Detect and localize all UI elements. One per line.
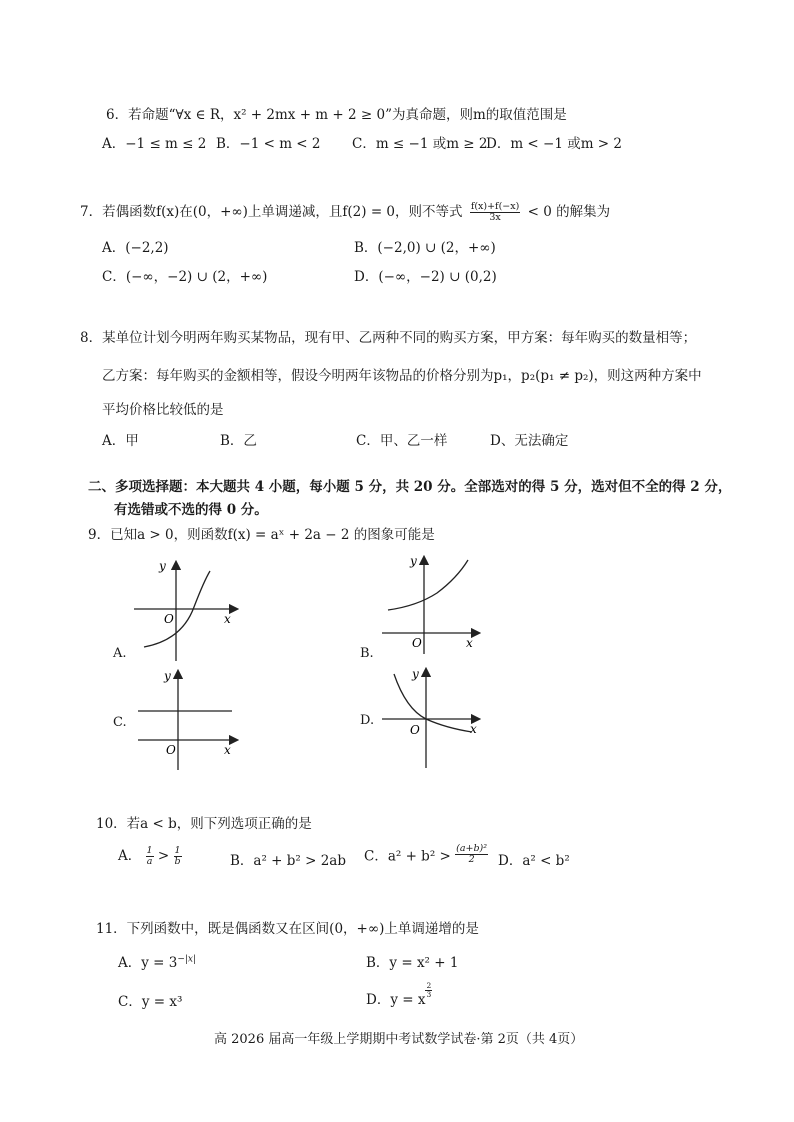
q10-frac3-den: 2 bbox=[468, 854, 475, 865]
q8-line1: 8．某单位计划今明两年购买某物品，现有甲、乙两种不同的购买方案，甲方案：每年购买的数量相等； bbox=[80, 330, 697, 346]
q6-option-d: D．m < −1 或m > 2 bbox=[486, 136, 622, 152]
graph-d-curve bbox=[394, 674, 472, 732]
q7-option-d: D．(−∞，−2) ∪ (0,2) bbox=[354, 269, 497, 285]
q9-graph-d bbox=[376, 664, 486, 774]
q7-option-b: B．(−2,0) ∪ (2，+∞) bbox=[354, 240, 496, 256]
q9-graph-c bbox=[130, 666, 250, 776]
q10-option-a-frac2 bbox=[174, 846, 182, 867]
q8-option-c: C．甲、乙一样 bbox=[356, 433, 448, 449]
graph-c-x-label: x bbox=[224, 743, 231, 757]
q6-option-c: C．m ≤ −1 或m ≥ 2 bbox=[352, 136, 488, 152]
section2-heading-line1: 二、多项选择题：本大题共 4 小题，每小题 5 分，共 20 分。全部选对的得 5 分，选对但不全的得 2 分， bbox=[88, 479, 732, 495]
q7-option-a: A．(−2,2) bbox=[102, 240, 169, 256]
q10-option-d: D．a² < b² bbox=[498, 853, 570, 869]
graph-b-curve bbox=[388, 560, 468, 610]
q10-option-c-frac bbox=[455, 844, 488, 865]
q11-option-d-exponent bbox=[425, 982, 432, 999]
q11-option-d-base: D．y = x bbox=[366, 992, 426, 1008]
q10-frac3-num: (a+b)² bbox=[456, 843, 488, 854]
q9-option-a-label: A. bbox=[113, 646, 127, 661]
graph-c-origin: O bbox=[166, 743, 176, 757]
q6-option-b: B．−1 < m < 2 bbox=[216, 136, 321, 152]
q11-option-d bbox=[366, 981, 432, 1008]
q8-option-a: A．甲 bbox=[102, 433, 139, 449]
q10-option-a-gt: > bbox=[157, 848, 170, 864]
graph-a-x-label: x bbox=[224, 612, 231, 626]
q10-frac2-num: 1 bbox=[174, 845, 181, 856]
q9-graph-b bbox=[372, 550, 492, 660]
q9-stem: 9．已知a > 0，则函数f(x) = aˣ + 2a − 2 的图象可能是 bbox=[88, 527, 435, 543]
section2-heading-line2: 有选错或不选的得 0 分。 bbox=[114, 502, 268, 518]
graph-b-y-label: y bbox=[410, 554, 417, 568]
q11-option-c: C．y = x³ bbox=[118, 994, 183, 1010]
q9-option-d-label: D. bbox=[360, 713, 375, 728]
q11-option-a-base: A．y = 3 bbox=[118, 955, 178, 971]
q10-option-c-prefix: C．a² + b² > bbox=[364, 848, 451, 865]
graph-a-y-label: y bbox=[159, 559, 166, 573]
page-footer: 高 2026 届高一年级上学期期中考试数学试卷·第 2页（共 4页） bbox=[214, 1032, 584, 1047]
q8-option-b: B．乙 bbox=[220, 433, 257, 449]
q7-option-c: C．(−∞，−2) ∪ (2，+∞) bbox=[102, 269, 268, 285]
q10-option-a-frac1 bbox=[146, 846, 154, 867]
q7-fraction-numerator: f(x)+f(−x) bbox=[470, 201, 520, 212]
q11-option-a-exponent: −|x| bbox=[177, 954, 197, 965]
graph-a-origin: O bbox=[164, 612, 174, 626]
q11-option-b: B．y = x² + 1 bbox=[366, 955, 459, 971]
q11-option-a bbox=[118, 951, 196, 971]
q7-fraction-denominator: 3x bbox=[489, 212, 501, 223]
q10-frac1-num: 1 bbox=[146, 845, 153, 856]
q8-line2: 乙方案：每年购买的金额相等，假设今明两年该物品的价格分别为p₁，p₂(p₁ ≠ p₂)，则这两种方案中 bbox=[102, 368, 702, 384]
q7-stem-text: 7．若偶函数f(x)在(0，+∞)上单调递减，且f(2) = 0，则不等式 bbox=[80, 204, 463, 220]
q6-option-a: A．−1 ≤ m ≤ 2 bbox=[102, 136, 207, 152]
q10-stem: 10．若a < b，则下列选项正确的是 bbox=[96, 816, 312, 832]
q7-fraction bbox=[470, 202, 521, 223]
q10-option-a-prefix: A． bbox=[118, 848, 142, 864]
q6-stem: 6．若命题“∀x ∈ R，x² + 2mx + m + 2 ≥ 0”为真命题，则m的取值范围是 bbox=[106, 107, 567, 123]
graph-b-origin: O bbox=[412, 636, 422, 650]
q9-option-c-label: C. bbox=[113, 715, 127, 730]
graph-b-x-label: x bbox=[466, 636, 473, 650]
q10-option-a bbox=[118, 844, 182, 867]
graph-d-x-label: x bbox=[470, 722, 477, 736]
graph-d-origin: O bbox=[410, 723, 420, 737]
graph-d-y-label: y bbox=[412, 667, 419, 681]
q10-frac2-den: b bbox=[174, 856, 181, 867]
q10-option-b: B．a² + b² > 2ab bbox=[230, 853, 347, 869]
q8-line3: 平均价格比较低的是 bbox=[102, 402, 224, 418]
q8-option-d: D、无法确定 bbox=[490, 433, 569, 449]
q9-option-b-label: B. bbox=[360, 646, 374, 661]
q10-option-c bbox=[364, 844, 488, 865]
q11-exp-den: 3 bbox=[426, 990, 432, 999]
q11-stem: 11．下列函数中，既是偶函数又在区间(0，+∞)上单调递增的是 bbox=[96, 921, 479, 937]
q9-graph-a bbox=[112, 555, 252, 665]
graph-c-y-label: y bbox=[164, 669, 171, 683]
q11-exp-num: 2 bbox=[426, 981, 432, 990]
q7-stem-tail: < 0 的解集为 bbox=[527, 204, 611, 220]
q10-frac1-den: a bbox=[146, 856, 153, 867]
q7-stem bbox=[80, 200, 610, 223]
